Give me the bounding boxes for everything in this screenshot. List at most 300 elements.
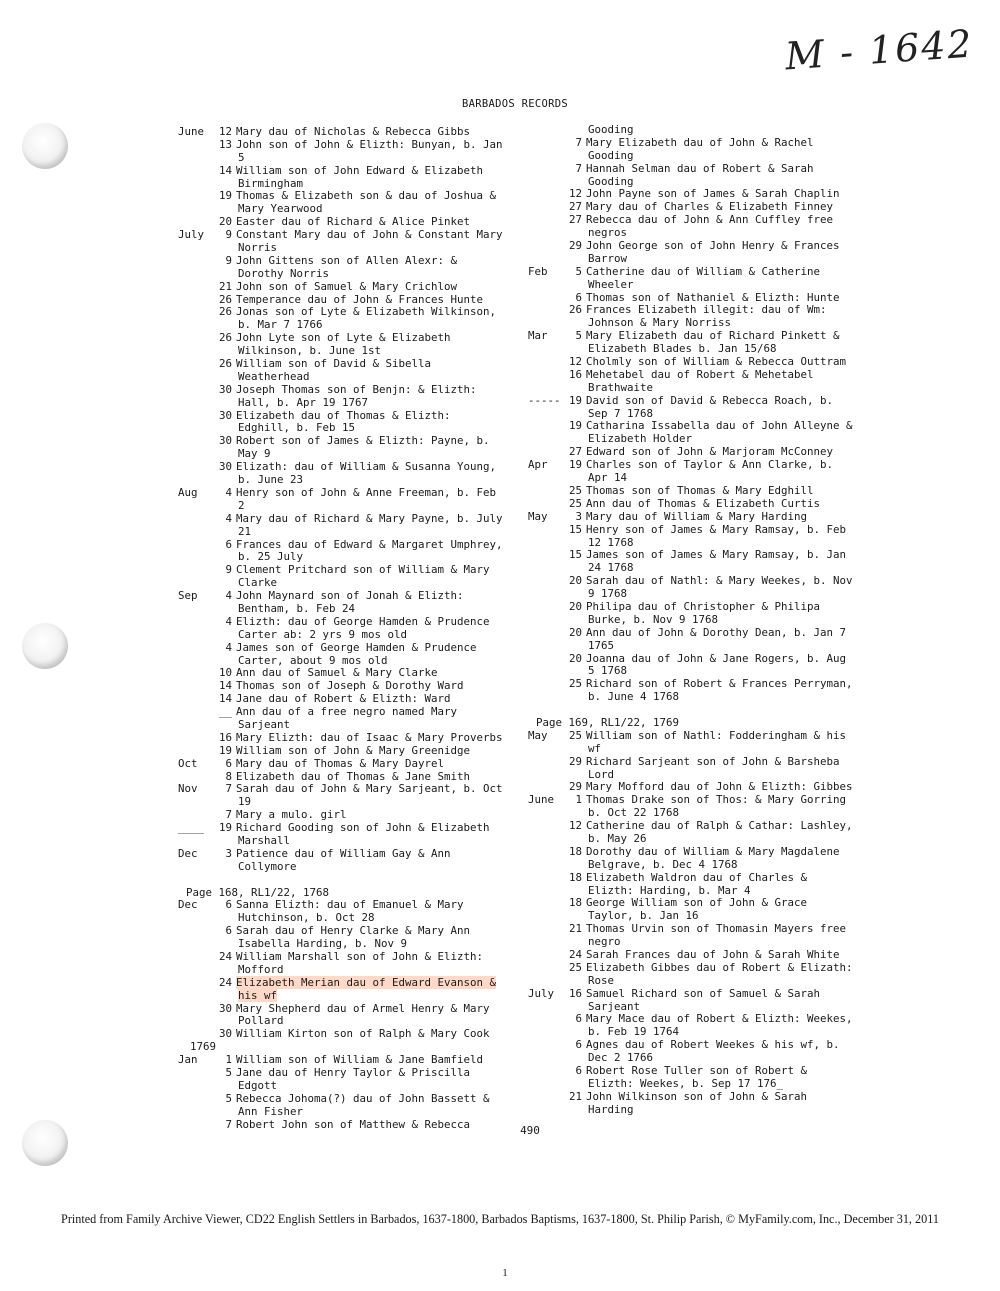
record-text: Sarah Frances dau of John & Sarah White [586,948,840,961]
record-continuation [528,1051,858,1064]
record-day: 7 [225,1117,232,1131]
record-day: 24 [218,975,232,989]
record-entry [178,460,523,473]
record-text: Samuel Richard son of Samuel & Sarah [586,986,821,1000]
year-heading [178,1040,523,1053]
record-entry [528,303,858,316]
record-continuation [528,381,858,394]
record-month: Nov [178,782,198,796]
record-day: 9 [225,228,232,242]
record-continuation [528,1103,858,1116]
record-day: 7 [225,782,232,796]
record-text: Thomas son of Thomas & Mary Edghill [586,483,814,497]
record-day: 21 [568,922,582,936]
record-text: Clarke [238,576,278,590]
record-continuation [178,318,523,331]
record-entry [178,808,523,821]
record-day: 18 [568,896,582,910]
record-entry [528,291,858,304]
record-text: John Payne son of James & Sarah Chaplin [586,187,840,201]
record-entry [528,948,858,961]
record-entry [178,486,523,499]
record-text: 12 1768 [588,535,634,549]
record-entry [178,409,523,422]
record-month: ----- [528,393,561,407]
record-day: 20 [218,215,232,229]
record-text: Gooding [588,148,634,162]
record-text: Edgott [238,1078,278,1092]
record-day: 20 [568,651,582,665]
record-continuation [528,123,858,136]
record-day: 25 [568,483,582,497]
record-text: negro [588,935,621,949]
record-entry [178,641,523,654]
record-continuation [178,602,523,615]
record-text: Dec 2 1766 [588,1051,654,1065]
record-day: 19 [218,743,232,757]
record-text: Mary Elizth: dau of Isaac & Mary Proverbs [236,730,503,744]
record-continuation [178,241,523,254]
record-text: Mary dau of Thomas & Mary Dayrel [236,756,445,770]
record-text: Cholmly son of William & Rebecca Outtram [586,355,847,369]
record-continuation [178,963,523,976]
record-text: Elizth: dau of George Hamden & Prudence [236,614,490,628]
spacer [178,873,523,886]
record-entry [528,497,858,510]
sheet-number: 1 [502,1267,508,1279]
year-text: 1769 [190,1040,217,1054]
record-text: Elizth: Weekes, b. Sep 17 176_ [588,1076,784,1090]
record-text: James son of George Hamden & Prudence [236,640,477,654]
record-day: 13 [218,137,232,151]
record-continuation [178,396,523,409]
record-month: Mar [528,329,548,343]
record-day: 30 [218,1027,232,1041]
record-entry [528,1064,858,1077]
record-continuation [178,628,523,641]
record-month: June [528,793,555,807]
record-entry [178,770,523,783]
record-text: 21 [238,524,252,538]
record-text: Sarah dau of Nathl: & Mary Weekes, b. Nov [586,574,853,588]
record-day: 29 [568,239,582,253]
record-text: William son of William & Jane Bamfield [236,1053,484,1067]
record-continuation [178,989,523,1002]
record-month: Aug [178,485,198,499]
record-entry [178,898,523,911]
record-continuation [528,587,858,600]
record-day: 14 [218,163,232,177]
record-text: Jonas son of Lyte & Elizabeth Wilkinson, [236,305,497,319]
record-continuation [528,742,858,755]
record-entry [528,368,858,381]
record-continuation [528,149,858,162]
record-day: 5 [225,1066,232,1080]
record-text: Mary dau of Richard & Mary Payne, b. July [236,511,503,525]
record-text: 1765 [588,638,615,652]
record-text: David son of David & Rebecca Roach, b. [586,393,834,407]
record-day: 14 [218,679,232,693]
record-entry [178,924,523,937]
record-continuation [528,664,858,677]
record-text: Gooding [588,174,634,188]
record-entry [178,615,523,628]
record-continuation [528,471,858,484]
record-entry [178,293,523,306]
record-entry [528,1012,858,1025]
record-continuation [528,536,858,549]
record-entry [178,976,523,989]
record-text: Gooding [588,123,634,136]
record-text: Weatherhead [238,369,310,383]
record-entry [178,1002,523,1015]
record-day: 30 [218,434,232,448]
record-entry [178,705,523,718]
record-entry [178,1092,523,1105]
record-month: Dec [178,846,198,860]
record-entry [528,239,858,252]
record-continuation [528,226,858,239]
record-text: Pollard [238,1014,284,1028]
record-entry [528,136,858,149]
record-text: Thomas son of Nathaniel & Elizth: Hunte [586,290,840,304]
record-entry [528,780,858,793]
record-entry [178,1053,523,1066]
record-text: Sarjeant [588,999,641,1013]
record-entry [528,896,858,909]
record-text: Thomas Drake son of Thos: & Mary Gorring [586,793,847,807]
record-day: 27 [568,200,582,214]
record-day: 26 [218,331,232,345]
record-day: 9 [225,563,232,577]
record-continuation [178,550,523,563]
record-text: Carter, about 9 mos old [238,653,388,667]
record-continuation [528,278,858,291]
record-text: Hannah Selman dau of Robert & Sarah [586,161,814,175]
record-day: 16 [568,986,582,1000]
record-continuation [178,344,523,357]
record-text: Sarah dau of Henry Clarke & Mary Ann [236,924,471,938]
record-entry [178,280,523,293]
record-text: John Wilkinson son of John & Sarah [586,1089,808,1103]
record-entry [178,305,523,318]
record-day: 25 [568,677,582,691]
record-day: 7 [575,135,582,149]
record-text: b. Mar 7 1766 [238,318,323,332]
record-text: William son of John & Mary Greenidge [236,743,471,757]
record-day: 12 [568,355,582,369]
record-continuation [178,177,523,190]
record-day: 15 [568,548,582,562]
record-text: 24 1768 [588,561,634,575]
record-entry [178,563,523,576]
record-entry [528,394,858,407]
record-day: 18 [568,844,582,858]
record-text: Brathwaite [588,380,654,394]
record-entry [528,922,858,935]
record-entry [178,821,523,834]
record-entry [528,871,858,884]
record-entry [178,164,523,177]
record-text: Jane dau of Robert & Elizth: Ward [236,692,451,706]
record-entry [178,383,523,396]
record-text: Johnson & Mary Norriss [588,316,732,330]
record-entry [528,1090,858,1103]
record-day: 26 [218,305,232,319]
right-column [528,123,858,1116]
record-day: 5 [575,264,582,278]
record-day: 10 [218,666,232,680]
record-day: 6 [575,290,582,304]
record-day: 24 [218,950,232,963]
record-text: wf [588,741,602,755]
record-text: 19 [238,795,252,809]
record-text: Constant Mary dau of John & Constant Mary [236,228,503,242]
record-text: Dorothy dau of William & Mary Magdalene [586,844,840,858]
record-day: 25 [568,496,582,510]
record-day: 26 [568,303,582,317]
record-text: Patience dau of William Gay & Ann [236,846,451,860]
record-continuation [528,935,858,948]
record-text: Richard son of Robert & Frances Perryman, [586,677,853,691]
record-text: John Lyte son of Lyte & Elizabeth [236,331,451,345]
record-entry [528,329,858,342]
record-text: Rose [588,973,615,987]
record-day: 1 [575,793,582,807]
record-day: 16 [568,367,582,381]
record-month: Feb [528,264,548,278]
record-day: 6 [225,898,232,912]
record-entry [528,445,858,458]
record-text: Belgrave, b. Dec 4 1768 [588,857,738,871]
page-reference-text: Page 168, RL1/22, 1768 [186,885,330,899]
record-entry [178,538,523,551]
record-text: Collymore [238,859,297,873]
record-text: Mary dau of Charles & Elizabeth Finney [586,200,834,214]
record-month: Oct [178,756,198,770]
record-text: Ann dau of a free negro named Mary [236,705,458,719]
record-entry [528,793,858,806]
record-entry [178,331,523,344]
page-reference-text: Page 169, RL1/22, 1769 [536,715,680,729]
record-text: Sanna Elizth: dau of Emanuel & Mary [236,898,464,912]
record-text: Joanna dau of John & Jane Rogers, b. Aug [586,651,847,665]
record-text: Frances dau of Edward & Margaret Umphrey, [236,537,503,551]
record-continuation [178,151,523,164]
record-text: Sarah dau of John & Mary Sarjeant, b. Oct [236,782,503,796]
record-day: 19 [218,189,232,203]
record-continuation [528,884,858,897]
record-continuation [528,561,858,574]
record-entry [528,419,858,432]
spacer [528,703,858,716]
record-continuation [178,499,523,512]
record-text: Ann dau of Samuel & Mary Clarke [236,666,438,680]
record-continuation [178,834,523,847]
record-month: Jan [178,1053,198,1067]
record-day: 3 [225,846,232,860]
record-day: 20 [568,599,582,613]
record-text: John George son of John Henry & Frances [586,239,840,253]
record-entry [178,434,523,447]
record-entry [178,589,523,602]
record-month: May [528,509,548,523]
record-text: Elizabeth Holder [588,432,693,446]
record-day: 14 [218,692,232,706]
record-day: 29 [568,754,582,768]
record-text: William Marshall son of John & Elizth: [236,950,484,963]
record-text: b. Oct 22 1768 [588,806,680,820]
record-entry [528,845,858,858]
record-text: Elizabeth Blades b. Jan 15/68 [588,342,777,356]
record-text: Bentham, b. Feb 24 [238,601,356,615]
record-entry [528,355,858,368]
record-text: 2 [238,498,245,512]
record-text: b. May 26 [588,831,647,845]
record-day: 26 [218,292,232,306]
record-text: John son of Samuel & Mary Crichlow [236,279,458,293]
record-continuation [528,1077,858,1090]
record-day: 21 [568,1089,582,1103]
record-continuation [528,909,858,922]
record-continuation [178,267,523,280]
record-continuation [528,768,858,781]
record-text: William son of David & Sibella [236,357,432,371]
record-text: John Gittens son of Allen Alexr: & [236,253,458,267]
record-month: Dec [178,898,198,912]
record-entry [528,987,858,1000]
record-continuation [178,1079,523,1092]
record-continuation [528,639,858,652]
record-text: Joseph Thomas son of Benjn: & Elizth: [236,382,477,396]
record-text: Elizabeth dau of Thomas & Jane Smith [236,769,471,783]
record-entry [528,1038,858,1051]
record-day: 4 [225,640,232,654]
record-entry [528,574,858,587]
page-reference [178,886,523,899]
record-continuation [528,407,858,420]
record-entry [178,666,523,679]
record-day: 4 [225,614,232,628]
record-text: Dorothy Norris [238,266,330,280]
record-day: 25 [568,960,582,974]
record-text: Richard Gooding son of John & Elizabeth [236,821,490,835]
record-continuation [528,1000,858,1013]
record-text: Easter dau of Richard & Alice Pinket [236,215,471,229]
record-text: Henry son of John & Anne Freeman, b. Feb [236,485,497,499]
record-text: Elizabeth Waldron dau of Charles & [586,870,808,884]
record-text: Robert John son of Matthew & Rebecca [236,1117,471,1131]
record-entry [528,652,858,665]
record-continuation [178,370,523,383]
record-month: Apr [528,458,548,472]
record-text: Sarjeant [238,717,291,731]
record-continuation [528,832,858,845]
record-text: 5 [238,150,245,164]
record-day: 30 [218,382,232,396]
record-day: 21 [218,279,232,293]
record-text: Agnes dau of Robert Weekes & his wf, b. [586,1038,840,1052]
record-day: 19 [568,419,582,433]
record-text: Mary dau of William & Mary Harding [586,509,808,523]
record-entry [528,677,858,690]
record-text: b. June 23 [238,473,304,487]
record-text: Taylor, b. Jan 16 [588,909,699,923]
highlighted-record-text: Elizabeth Merian dau of Edward Evanson & [236,975,497,989]
record-day: 4 [225,511,232,525]
record-text: b. 25 July [238,550,304,564]
record-day: 6 [225,537,232,551]
record-entry [178,757,523,770]
record-entry [178,692,523,705]
record-entry [178,1066,523,1079]
record-entry [528,523,858,536]
record-day: 30 [218,408,232,422]
record-day: 6 [225,924,232,938]
record-entry [528,755,858,768]
record-day: 19 [218,821,232,835]
record-entry [528,600,858,613]
record-day: 9 [225,253,232,267]
record-day: 12 [218,125,232,138]
record-text: Thomas & Elizabeth son & dau of Joshua & [236,189,497,203]
record-text: Mehetabel dau of Robert & Mehetabel [586,367,814,381]
record-continuation [178,718,523,731]
record-text: Robert Rose Tuller son of Robert & [586,1064,808,1078]
record-day: 12 [568,819,582,833]
record-continuation [178,202,523,215]
print-footer: Printed from Family Archive Viewer, CD22 English Settlers in Barbados, 1637-1800, Barbados Baptisms, 1637-1800, St. Philip Parish, © MyFamily.com, Inc., December 31, 2011 [61,1212,939,1226]
record-continuation [528,1025,858,1038]
record-text: Carter ab: 2 yrs 9 mos old [238,627,408,641]
record-day: 30 [218,460,232,474]
record-text: Wilkinson, b. June 1st [238,344,382,358]
record-text: Rebecca Johoma(?) dau of John Bassett & [236,1091,490,1105]
record-entry [178,254,523,267]
record-text: George William son of John & Grace [586,896,808,910]
record-text: Elizath: dau of William & Susanna Young, [236,460,497,474]
record-day: 20 [568,574,582,588]
record-text: Catherine dau of William & Catherine [586,264,821,278]
record-text: Barrow [588,251,628,265]
record-continuation [178,1105,523,1118]
record-text: Lord [588,767,615,781]
record-continuation [528,806,858,819]
record-text: Mary Mace dau of Robert & Elizth: Weekes, [586,1012,853,1026]
record-entry [528,626,858,639]
record-text: Ann dau of John & Dorothy Dean, b. Jan 7 [586,625,847,639]
record-day: 1 [225,1053,232,1067]
record-day: 16 [218,730,232,744]
record-day: 3 [575,509,582,523]
highlighted-record-text: his wf [238,988,278,1002]
record-continuation [528,432,858,445]
record-text: Elizabeth dau of Thomas & Elizth: [236,408,451,422]
record-text: Edward son of John & Marjoram McConney [586,445,834,459]
record-month: July [528,986,555,1000]
record-entry [528,819,858,832]
record-text: negros [588,226,628,240]
record-entry [178,679,523,692]
record-day: 6 [575,1038,582,1052]
record-text: Clement Pritchard son of William & Mary [236,563,490,577]
record-continuation [178,447,523,460]
record-day: 27 [568,445,582,459]
page-title: BARBADOS RECORDS [462,98,568,110]
record-entry [178,189,523,202]
record-text: Birmingham [238,176,304,190]
record-continuation [528,175,858,188]
